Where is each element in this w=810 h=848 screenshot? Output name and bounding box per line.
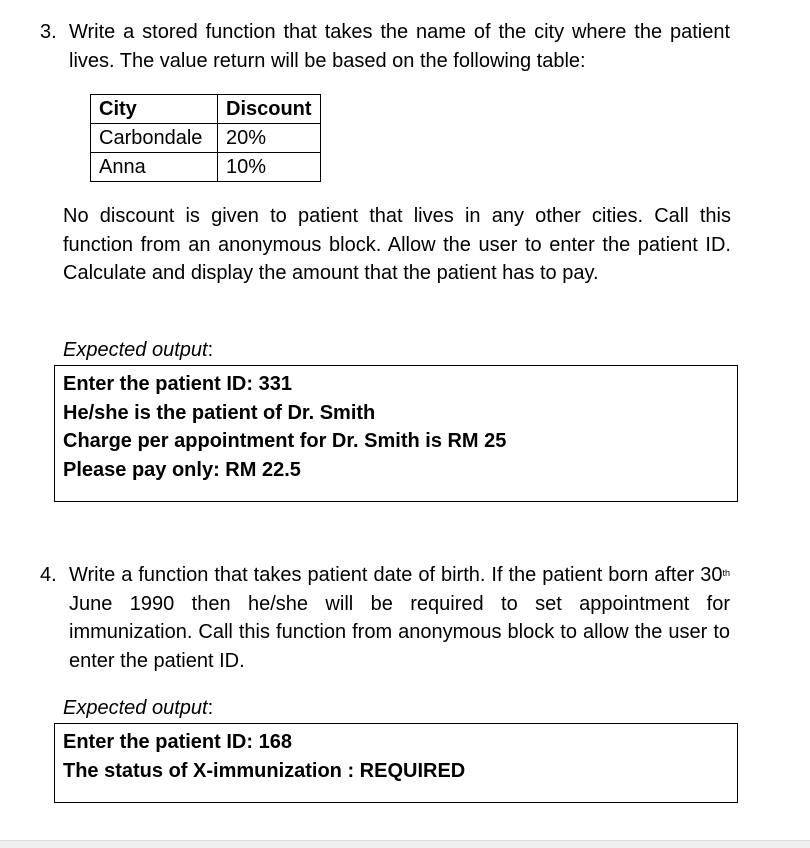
table-header-row [91, 95, 321, 124]
question-4-text [69, 561, 730, 676]
table-row [91, 153, 321, 182]
ordinal-superscript: th [722, 568, 730, 578]
page-bottom-edge [0, 840, 810, 848]
table-row [91, 124, 321, 153]
expected-output-box-4 [54, 723, 738, 803]
table-cell-discount: 20% [218, 124, 321, 153]
expected-output-text: Expected output [63, 339, 208, 361]
question-4-text-part-2: June 1990 then he/she will be required to set appointment for immunization. Call this function from anonymous block to allow the user to enter the patient ID. [69, 592, 730, 673]
table-cell-discount: 10% [218, 153, 321, 182]
output-line: Charge per appointment for Dr. Smith is RM 25 [63, 430, 507, 452]
table-cell-city: Anna [91, 153, 218, 182]
expected-output-box-3 [54, 365, 738, 502]
output-line: He/she is the patient of Dr. Smith [63, 401, 376, 424]
question-3-paragraph: No discount is given to patient that lives in any other cities. Call this function from an anonymous block. Allow the user to enter the patient ID. Calculate and display the amount that the patient has to pay. [63, 205, 731, 285]
output-line: The status of X-immunization : REQUIRED [63, 759, 466, 782]
table-cell-city: Carbondale [91, 124, 218, 153]
question-4-text-part-1: Write a function that takes patient date of birth. If the patient born after 30 [69, 564, 723, 586]
question-4-number: 4. [40, 564, 57, 586]
expected-output-text: Expected output [63, 697, 208, 719]
table-header-city: City [91, 95, 218, 124]
expected-output-label-3 [63, 337, 213, 363]
output-line: Enter the patient ID: 331 [63, 373, 292, 395]
expected-output-label-4 [63, 695, 213, 721]
question-3-text: Write a stored function that takes the name of the city where the patient lives. The value return will be based on the following table: [69, 21, 730, 72]
question-3 [40, 18, 730, 75]
question-4 [40, 561, 730, 676]
expected-output-colon: : [207, 339, 214, 361]
discount-table [90, 94, 321, 182]
table-header-discount: Discount [218, 95, 321, 124]
question-3-number: 3. [40, 21, 57, 43]
expected-output-colon: : [207, 697, 214, 719]
output-line: Enter the patient ID: 168 [63, 731, 292, 753]
output-line: Please pay only: RM 22.5 [63, 458, 301, 481]
